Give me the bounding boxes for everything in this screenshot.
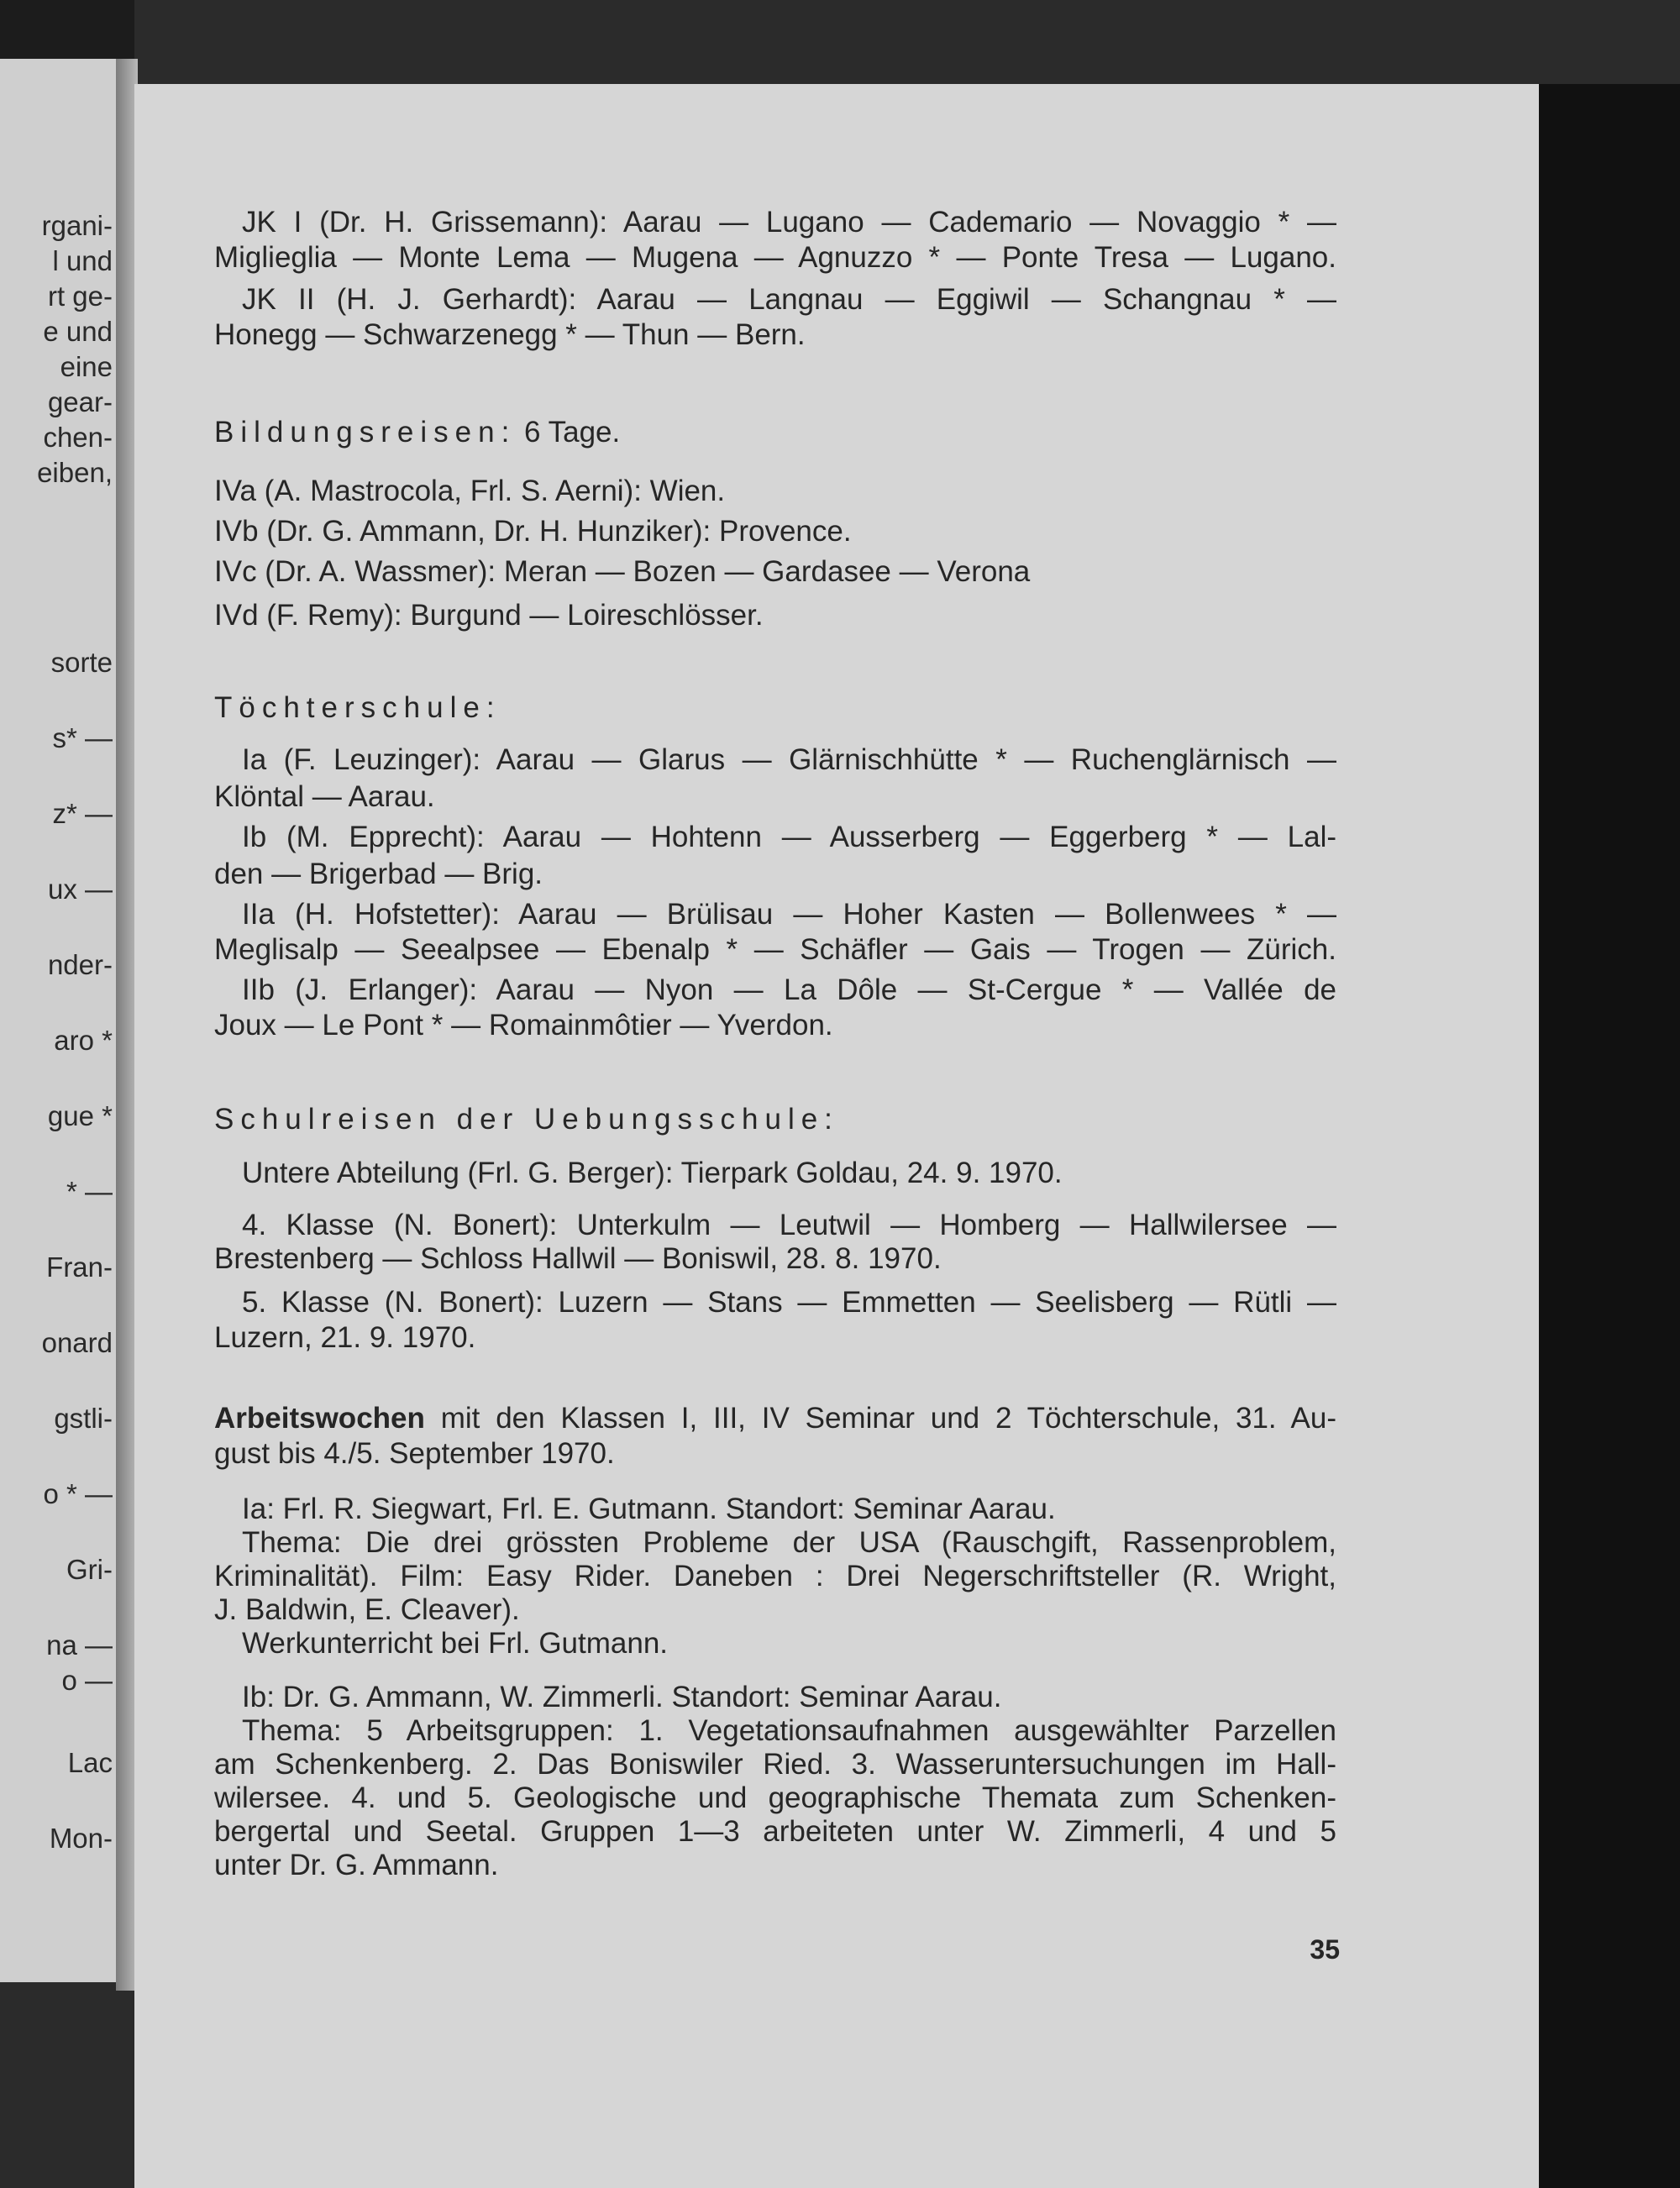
left-fragment: chen- [43, 422, 113, 453]
text-line: Miglieglia — Monte Lema — Mugena — Agnuzzo * — Ponte Tresa — Lugano. [214, 241, 1336, 274]
text-line: IIb (J. Erlanger): Aarau — Nyon — La Dôle — St-Cergue * — Vallée de [242, 973, 1336, 1006]
text-line: am Schenkenberg. 2. Das Boniswiler Ried. 3. Wasseruntersuchungen im Hall- [214, 1748, 1336, 1781]
left-fragment: Mon- [49, 1823, 113, 1854]
arbeitswochen-intro-text: mit den Klassen I, III, IV Seminar und 2 Töchterschule, 31. Au- [440, 1402, 1336, 1435]
left-fragment: rgani- [41, 210, 113, 241]
left-fragment: sorte [50, 647, 113, 678]
text-line: Untere Abteilung (Frl. G. Berger): Tierpark Goldau, 24. 9. 1970. [242, 1157, 1063, 1189]
text-line: JK II (H. J. Gerhardt): Aarau — Langnau — Eggiwil — Schangnau * — [242, 283, 1336, 316]
text-line: Klöntal — Aarau. [214, 780, 435, 813]
text-line: Kriminalität). Film: Easy Rider. Daneben : Drei Negerschriftsteller (R. Wright, [214, 1560, 1336, 1592]
duration-text: 6 Tage. [524, 416, 621, 449]
text-line: J. Baldwin, E. Cleaver). [214, 1593, 520, 1626]
left-fragment: Gri- [66, 1554, 113, 1585]
left-fragment: eiben, [37, 457, 113, 488]
text-line: gust bis 4./5. September 1970. [214, 1437, 615, 1470]
left-fragment: eine [60, 351, 113, 382]
left-fragment: na — [46, 1629, 113, 1661]
text-line: Thema: 5 Arbeitsgruppen: 1. Vegetationsaufnahmen ausgewählter Parzellen [242, 1714, 1336, 1747]
text-line: Meglisalp — Seealpsee — Ebenalp * — Schäfler — Gais — Trogen — Zürich. [214, 933, 1336, 966]
text-line: IIa (H. Hofstetter): Aarau — Brülisau — Hoher Kasten — Bollenwees * — [242, 898, 1336, 931]
left-fragment: z* — [52, 798, 113, 829]
left-fragment: gstli- [54, 1403, 113, 1434]
arbeitswochen-heading: Arbeitswochen [214, 1402, 425, 1435]
left-fragment: o * — [43, 1478, 113, 1509]
arbeitswochen-intro-line [214, 1401, 1336, 1436]
left-fragment: * — [66, 1176, 113, 1207]
left-fragment: gue * [47, 1100, 113, 1131]
text-line: den — Brigerbad — Brig. [214, 858, 543, 890]
text-line: Ia (F. Leuzinger): Aarau — Glarus — Glärnischhütte * — Ruchenglärnisch — [242, 743, 1336, 776]
text-line: IVb (Dr. G. Ammann, Dr. H. Hunziker): Provence. [214, 515, 852, 548]
left-fragment: o — [61, 1665, 113, 1696]
text-line: IVc (Dr. A. Wassmer): Meran — Bozen — Gardasee — Verona [214, 555, 1031, 588]
left-fragment: nder- [47, 949, 113, 980]
text-line: wilersee. 4. und 5. Geologische und geographische Themata zum Schenken- [214, 1781, 1336, 1814]
left-fragment: l und [52, 245, 113, 276]
left-fragment: onard [41, 1327, 113, 1358]
left-fragment: Lac [67, 1747, 113, 1778]
text-line: Joux — Le Pont * — Romainmôtier — Yverdon. [214, 1009, 833, 1042]
text-line: Luzern, 21. 9. 1970. [214, 1321, 476, 1354]
left-fragment: e und [43, 316, 113, 347]
section-heading-uebungsschule: Schulreisen der Uebungsschule: [214, 1103, 839, 1136]
text-line: 4. Klasse (N. Bonert): Unterkulm — Leutwil — Homberg — Hallwilersee — [242, 1209, 1336, 1241]
left-fragment: Fran- [46, 1251, 113, 1283]
previous-page-strip [0, 59, 118, 1982]
section-heading-toechterschule: Töchterschule: [214, 691, 501, 724]
text-line: Thema: Die drei grössten Probleme der USA (Rauschgift, Rassenproblem, [242, 1526, 1336, 1559]
right-background [1539, 84, 1680, 2188]
text-line: Ib: Dr. G. Ammann, W. Zimmerli. Standort: Seminar Aarau. [242, 1681, 1002, 1713]
text-line: Ia: Frl. R. Siegwart, Frl. E. Gutmann. Standort: Seminar Aarau. [242, 1493, 1056, 1525]
left-fragment: s* — [52, 722, 113, 753]
text-line: JK I (Dr. H. Grissemann): Aarau — Lugano — Cademario — Novaggio * — [242, 206, 1336, 239]
heading-text: Bildungsreisen: [214, 416, 517, 449]
text-line: Werkunterricht bei Frl. Gutmann. [242, 1627, 669, 1660]
left-fragment: aro * [54, 1025, 113, 1056]
text-line: bergertal und Seetal. Gruppen 1—3 arbeiteten unter W. Zimmerli, 4 und 5 [214, 1815, 1336, 1848]
text-line: IVa (A. Mastrocola, Frl. S. Aerni): Wien. [214, 475, 726, 507]
text-line: unter Dr. G. Ammann. [214, 1849, 499, 1881]
text-line: Ib (M. Epprecht): Aarau — Hohtenn — Ausserberg — Eggerberg * — Lal- [242, 821, 1336, 853]
section-heading-bildungsreisen [214, 415, 1336, 450]
text-line: Honegg — Schwarzenegg * — Thun — Bern. [214, 318, 806, 351]
text-line: 5. Klasse (N. Bonert): Luzern — Stans — Emmetten — Seelisberg — Rütli — [242, 1286, 1336, 1319]
left-fragment: ux — [47, 874, 113, 905]
left-fragment: gear- [47, 386, 113, 417]
left-fragment: rt ge- [47, 281, 113, 312]
text-line: Brestenberg — Schloss Hallwil — Boniswil, 28. 8. 1970. [214, 1242, 942, 1275]
text-line: IVd (F. Remy): Burgund — Loireschlösser. [214, 599, 764, 632]
page-number: 35 [1310, 1934, 1340, 1965]
